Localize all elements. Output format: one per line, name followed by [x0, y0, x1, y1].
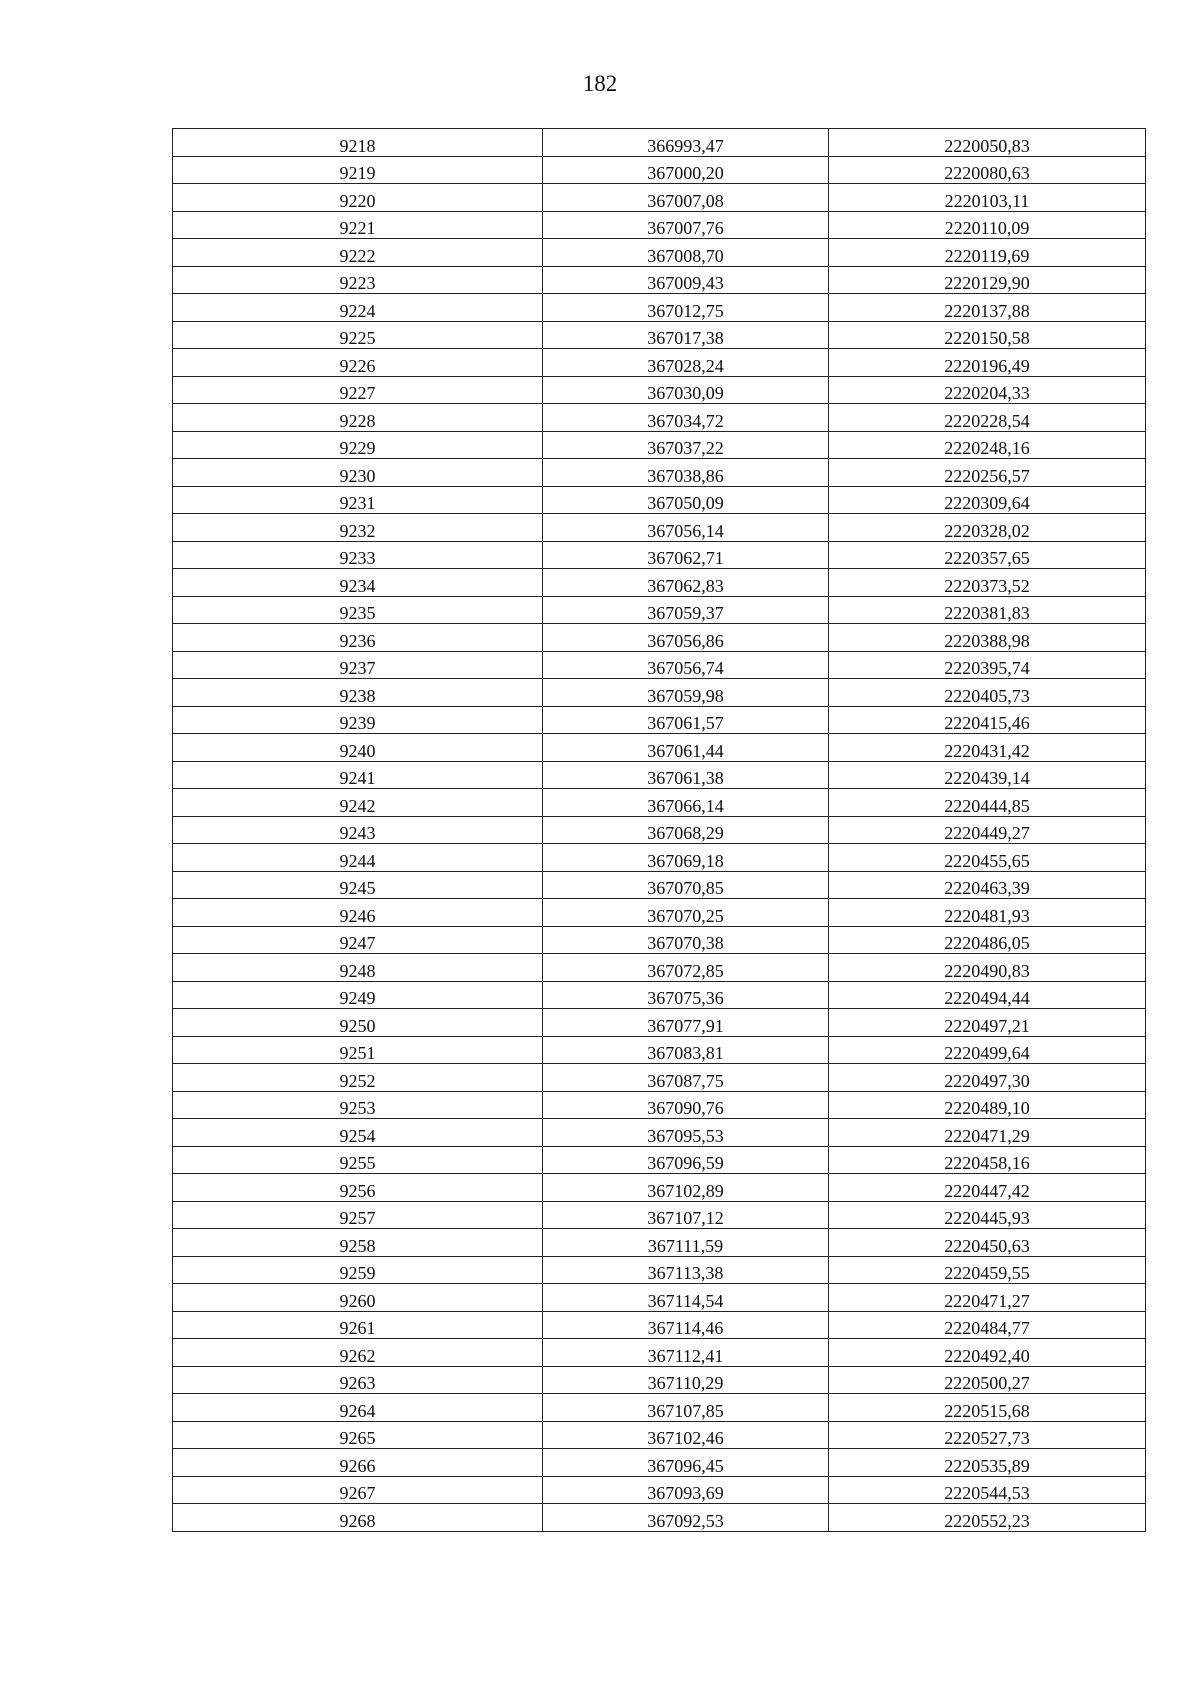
- table-row: [173, 1091, 1146, 1119]
- x-coordinate-cell: 367012,75: [543, 294, 829, 322]
- y-coordinate-cell: 2220463,39: [829, 871, 1146, 899]
- x-coordinate-cell: 367075,36: [543, 981, 829, 1009]
- y-coordinate-cell: 2220150,58: [829, 321, 1146, 349]
- page-number: 182: [582, 71, 618, 96]
- y-coordinate-cell: 2220080,63: [829, 156, 1146, 184]
- point-number-cell: 9244: [173, 844, 543, 872]
- x-coordinate-cell: 367069,18: [543, 844, 829, 872]
- y-coordinate-cell: 2220449,27: [829, 816, 1146, 844]
- table-row: [173, 431, 1146, 459]
- point-number-cell: 9240: [173, 734, 543, 762]
- table-row: [173, 871, 1146, 899]
- table-row: [173, 1284, 1146, 1312]
- x-coordinate-cell: 367062,83: [543, 569, 829, 597]
- y-coordinate-cell: 2220515,68: [829, 1394, 1146, 1422]
- table-row: [173, 129, 1146, 157]
- x-coordinate-cell: 367092,53: [543, 1504, 829, 1532]
- point-number-cell: 9220: [173, 184, 543, 212]
- x-coordinate-cell: 367062,71: [543, 541, 829, 569]
- point-number-cell: 9247: [173, 926, 543, 954]
- point-number-cell: 9245: [173, 871, 543, 899]
- table-row: [173, 596, 1146, 624]
- point-number-cell: 9233: [173, 541, 543, 569]
- y-coordinate-cell: 2220129,90: [829, 266, 1146, 294]
- x-coordinate-cell: 367061,38: [543, 761, 829, 789]
- y-coordinate-cell: 2220459,55: [829, 1256, 1146, 1284]
- point-number-cell: 9235: [173, 596, 543, 624]
- table-row: [173, 1504, 1146, 1532]
- table-row: [173, 1394, 1146, 1422]
- table-row: [173, 349, 1146, 377]
- point-number-cell: 9239: [173, 706, 543, 734]
- x-coordinate-cell: 367110,29: [543, 1366, 829, 1394]
- y-coordinate-cell: 2220471,29: [829, 1119, 1146, 1147]
- table-row: [173, 624, 1146, 652]
- coordinates-table-body: [173, 129, 1146, 1532]
- table-row: [173, 569, 1146, 597]
- point-number-cell: 9252: [173, 1064, 543, 1092]
- y-coordinate-cell: 2220309,64: [829, 486, 1146, 514]
- point-number-cell: 9226: [173, 349, 543, 377]
- x-coordinate-cell: 367070,38: [543, 926, 829, 954]
- table-row: [173, 376, 1146, 404]
- y-coordinate-cell: 2220388,98: [829, 624, 1146, 652]
- y-coordinate-cell: 2220497,30: [829, 1064, 1146, 1092]
- table-row: [173, 239, 1146, 267]
- x-coordinate-cell: 367068,29: [543, 816, 829, 844]
- point-number-cell: 9250: [173, 1009, 543, 1037]
- table-row: [173, 156, 1146, 184]
- y-coordinate-cell: 2220395,74: [829, 651, 1146, 679]
- point-number-cell: 9267: [173, 1476, 543, 1504]
- table-row: [173, 1036, 1146, 1064]
- point-number-cell: 9219: [173, 156, 543, 184]
- table-row: [173, 1366, 1146, 1394]
- table-row: [173, 1476, 1146, 1504]
- x-coordinate-cell: 367009,43: [543, 266, 829, 294]
- y-coordinate-cell: 2220458,16: [829, 1146, 1146, 1174]
- y-coordinate-cell: 2220256,57: [829, 459, 1146, 487]
- table-row: [173, 1201, 1146, 1229]
- table-row: [173, 1311, 1146, 1339]
- point-number-cell: 9222: [173, 239, 543, 267]
- point-number-cell: 9224: [173, 294, 543, 322]
- x-coordinate-cell: 367113,38: [543, 1256, 829, 1284]
- x-coordinate-cell: 367114,54: [543, 1284, 829, 1312]
- x-coordinate-cell: 367059,37: [543, 596, 829, 624]
- table-row: [173, 761, 1146, 789]
- point-number-cell: 9241: [173, 761, 543, 789]
- point-number-cell: 9234: [173, 569, 543, 597]
- point-number-cell: 9231: [173, 486, 543, 514]
- y-coordinate-cell: 2220499,64: [829, 1036, 1146, 1064]
- point-number-cell: 9237: [173, 651, 543, 679]
- table-row: [173, 1119, 1146, 1147]
- y-coordinate-cell: 2220535,89: [829, 1449, 1146, 1477]
- point-number-cell: 9259: [173, 1256, 543, 1284]
- table-row: [173, 404, 1146, 432]
- x-coordinate-cell: 367050,09: [543, 486, 829, 514]
- x-coordinate-cell: 367059,98: [543, 679, 829, 707]
- x-coordinate-cell: 367056,86: [543, 624, 829, 652]
- x-coordinate-cell: 367007,08: [543, 184, 829, 212]
- point-number-cell: 9236: [173, 624, 543, 652]
- y-coordinate-cell: 2220248,16: [829, 431, 1146, 459]
- x-coordinate-cell: 367077,91: [543, 1009, 829, 1037]
- y-coordinate-cell: 2220486,05: [829, 926, 1146, 954]
- x-coordinate-cell: 367112,41: [543, 1339, 829, 1367]
- x-coordinate-cell: 367056,14: [543, 514, 829, 542]
- x-coordinate-cell: 367083,81: [543, 1036, 829, 1064]
- table-row: [173, 1256, 1146, 1284]
- y-coordinate-cell: 2220489,10: [829, 1091, 1146, 1119]
- x-coordinate-cell: 367034,72: [543, 404, 829, 432]
- y-coordinate-cell: 2220447,42: [829, 1174, 1146, 1202]
- point-number-cell: 9260: [173, 1284, 543, 1312]
- point-number-cell: 9225: [173, 321, 543, 349]
- point-number-cell: 9232: [173, 514, 543, 542]
- x-coordinate-cell: 367072,85: [543, 954, 829, 982]
- y-coordinate-cell: 2220544,53: [829, 1476, 1146, 1504]
- y-coordinate-cell: 2220492,40: [829, 1339, 1146, 1367]
- y-coordinate-cell: 2220328,02: [829, 514, 1146, 542]
- point-number-cell: 9238: [173, 679, 543, 707]
- table-row: [173, 789, 1146, 817]
- point-number-cell: 9248: [173, 954, 543, 982]
- point-number-cell: 9258: [173, 1229, 543, 1257]
- table-row: [173, 541, 1146, 569]
- x-coordinate-cell: 367037,22: [543, 431, 829, 459]
- point-number-cell: 9227: [173, 376, 543, 404]
- y-coordinate-cell: 2220110,09: [829, 211, 1146, 239]
- point-number-cell: 9256: [173, 1174, 543, 1202]
- y-coordinate-cell: 2220373,52: [829, 569, 1146, 597]
- x-coordinate-cell: 367070,85: [543, 871, 829, 899]
- table-row: [173, 211, 1146, 239]
- point-number-cell: 9242: [173, 789, 543, 817]
- table-row: [173, 1146, 1146, 1174]
- table-row: [173, 266, 1146, 294]
- x-coordinate-cell: 367000,20: [543, 156, 829, 184]
- table-row: [173, 294, 1146, 322]
- point-number-cell: 9230: [173, 459, 543, 487]
- y-coordinate-cell: 2220500,27: [829, 1366, 1146, 1394]
- table-row: [173, 816, 1146, 844]
- y-coordinate-cell: 2220204,33: [829, 376, 1146, 404]
- table-row: [173, 459, 1146, 487]
- table-row: [173, 1449, 1146, 1477]
- point-number-cell: 9229: [173, 431, 543, 459]
- y-coordinate-cell: 2220527,73: [829, 1421, 1146, 1449]
- table-row: [173, 844, 1146, 872]
- y-coordinate-cell: 2220381,83: [829, 596, 1146, 624]
- y-coordinate-cell: 2220431,42: [829, 734, 1146, 762]
- x-coordinate-cell: 367056,74: [543, 651, 829, 679]
- point-number-cell: 9263: [173, 1366, 543, 1394]
- table-row: [173, 184, 1146, 212]
- table-row: [173, 1339, 1146, 1367]
- x-coordinate-cell: 367090,76: [543, 1091, 829, 1119]
- table-row: [173, 1064, 1146, 1092]
- y-coordinate-cell: 2220471,27: [829, 1284, 1146, 1312]
- point-number-cell: 9253: [173, 1091, 543, 1119]
- x-coordinate-cell: 367095,53: [543, 1119, 829, 1147]
- y-coordinate-cell: 2220444,85: [829, 789, 1146, 817]
- x-coordinate-cell: 367093,69: [543, 1476, 829, 1504]
- table-row: [173, 1174, 1146, 1202]
- y-coordinate-cell: 2220439,14: [829, 761, 1146, 789]
- x-coordinate-cell: 367030,09: [543, 376, 829, 404]
- x-coordinate-cell: 367061,57: [543, 706, 829, 734]
- point-number-cell: 9261: [173, 1311, 543, 1339]
- point-number-cell: 9243: [173, 816, 543, 844]
- y-coordinate-cell: 2220196,49: [829, 349, 1146, 377]
- point-number-cell: 9255: [173, 1146, 543, 1174]
- y-coordinate-cell: 2220228,54: [829, 404, 1146, 432]
- x-coordinate-cell: 367061,44: [543, 734, 829, 762]
- point-number-cell: 9249: [173, 981, 543, 1009]
- x-coordinate-cell: 367038,86: [543, 459, 829, 487]
- y-coordinate-cell: 2220445,93: [829, 1201, 1146, 1229]
- y-coordinate-cell: 2220103,11: [829, 184, 1146, 212]
- point-number-cell: 9228: [173, 404, 543, 432]
- table-row: [173, 1229, 1146, 1257]
- y-coordinate-cell: 2220357,65: [829, 541, 1146, 569]
- y-coordinate-cell: 2220484,77: [829, 1311, 1146, 1339]
- y-coordinate-cell: 2220494,44: [829, 981, 1146, 1009]
- point-number-cell: 9268: [173, 1504, 543, 1532]
- x-coordinate-cell: 367066,14: [543, 789, 829, 817]
- y-coordinate-cell: 2220497,21: [829, 1009, 1146, 1037]
- point-number-cell: 9262: [173, 1339, 543, 1367]
- y-coordinate-cell: 2220455,65: [829, 844, 1146, 872]
- y-coordinate-cell: 2220137,88: [829, 294, 1146, 322]
- table-row: [173, 734, 1146, 762]
- y-coordinate-cell: 2220552,23: [829, 1504, 1146, 1532]
- table-row: [173, 981, 1146, 1009]
- y-coordinate-cell: 2220050,83: [829, 129, 1146, 157]
- y-coordinate-cell: 2220481,93: [829, 899, 1146, 927]
- x-coordinate-cell: 366993,47: [543, 129, 829, 157]
- table-row: [173, 954, 1146, 982]
- y-coordinate-cell: 2220415,46: [829, 706, 1146, 734]
- y-coordinate-cell: 2220450,63: [829, 1229, 1146, 1257]
- point-number-cell: 9221: [173, 211, 543, 239]
- y-coordinate-cell: 2220119,69: [829, 239, 1146, 267]
- table-row: [173, 679, 1146, 707]
- table-row: [173, 486, 1146, 514]
- x-coordinate-cell: 367107,85: [543, 1394, 829, 1422]
- point-number-cell: 9251: [173, 1036, 543, 1064]
- table-row: [173, 926, 1146, 954]
- x-coordinate-cell: 367008,70: [543, 239, 829, 267]
- table-row: [173, 899, 1146, 927]
- x-coordinate-cell: 367107,12: [543, 1201, 829, 1229]
- y-coordinate-cell: 2220405,73: [829, 679, 1146, 707]
- point-number-cell: 9218: [173, 129, 543, 157]
- point-number-cell: 9246: [173, 899, 543, 927]
- x-coordinate-cell: 367087,75: [543, 1064, 829, 1092]
- x-coordinate-cell: 367017,38: [543, 321, 829, 349]
- point-number-cell: 9257: [173, 1201, 543, 1229]
- x-coordinate-cell: 367007,76: [543, 211, 829, 239]
- x-coordinate-cell: 367102,46: [543, 1421, 829, 1449]
- x-coordinate-cell: 367028,24: [543, 349, 829, 377]
- point-number-cell: 9266: [173, 1449, 543, 1477]
- table-row: [173, 321, 1146, 349]
- x-coordinate-cell: 367096,59: [543, 1146, 829, 1174]
- x-coordinate-cell: 367111,59: [543, 1229, 829, 1257]
- y-coordinate-cell: 2220490,83: [829, 954, 1146, 982]
- table-row: [173, 1421, 1146, 1449]
- x-coordinate-cell: 367102,89: [543, 1174, 829, 1202]
- point-number-cell: 9264: [173, 1394, 543, 1422]
- point-number-cell: 9265: [173, 1421, 543, 1449]
- coordinates-table: [172, 128, 1146, 1532]
- x-coordinate-cell: 367114,46: [543, 1311, 829, 1339]
- table-row: [173, 706, 1146, 734]
- table-row: [173, 514, 1146, 542]
- table-row: [173, 1009, 1146, 1037]
- point-number-cell: 9254: [173, 1119, 543, 1147]
- x-coordinate-cell: 367096,45: [543, 1449, 829, 1477]
- point-number-cell: 9223: [173, 266, 543, 294]
- table-row: [173, 651, 1146, 679]
- x-coordinate-cell: 367070,25: [543, 899, 829, 927]
